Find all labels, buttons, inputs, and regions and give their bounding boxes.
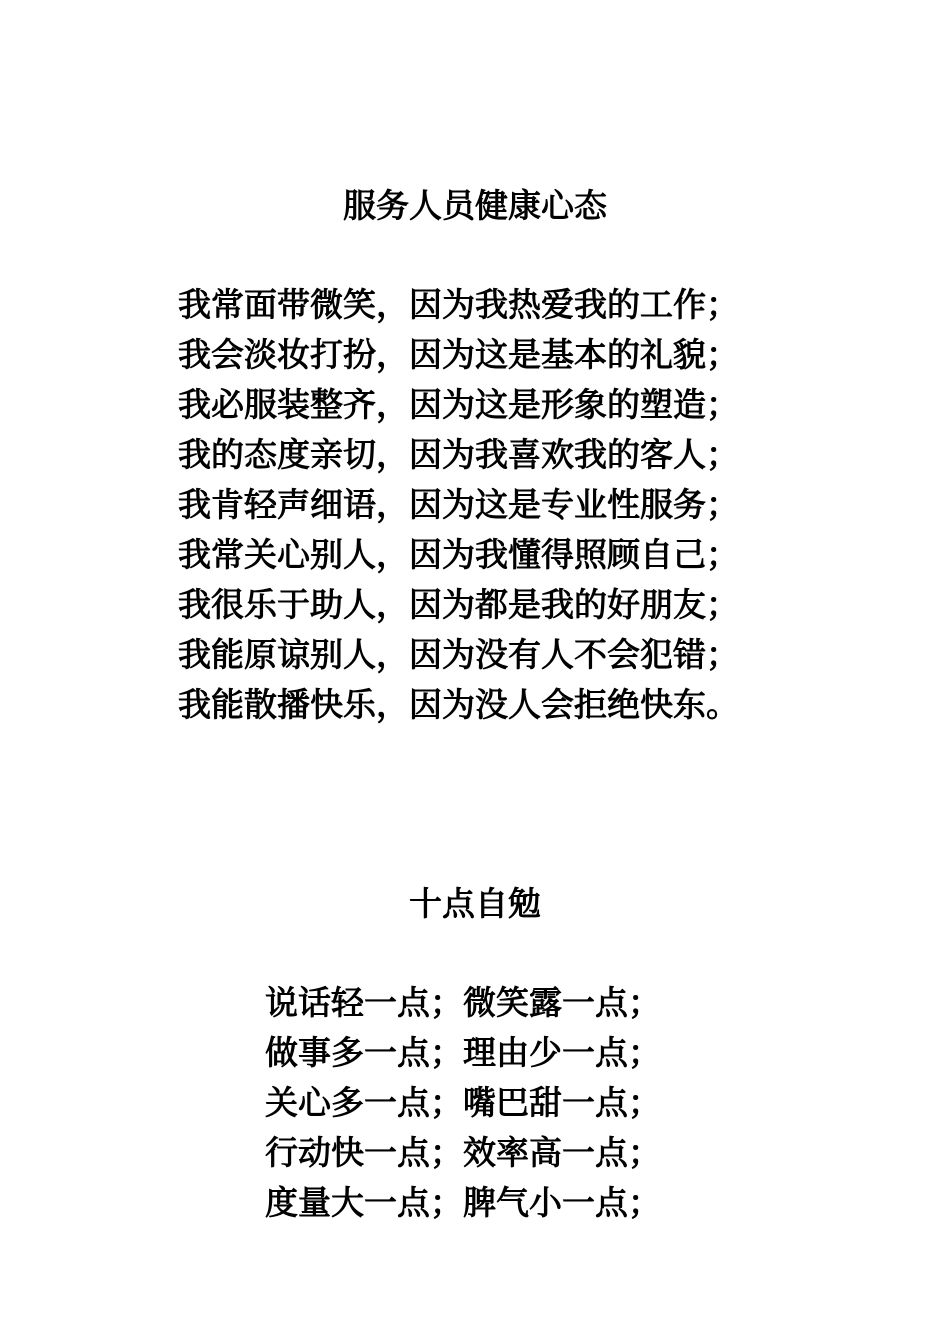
- service-mindset-lines: [178, 280, 739, 730]
- text-line: 做事多一点；理由少一点；: [265, 1033, 661, 1072]
- text-line: 我能原谅别人，因为没有人不会犯错；: [178, 635, 739, 674]
- text-line: 我常面带微笑，因为我热爱我的工作；: [178, 285, 739, 324]
- text-line: 关心多一点；嘴巴甜一点；: [265, 1083, 661, 1122]
- ten-points-lines: [265, 978, 661, 1228]
- text-line: 我肯轻声细语，因为这是专业性服务；: [178, 485, 739, 524]
- text-line: 我的态度亲切，因为我喜欢我的客人；: [178, 435, 739, 474]
- text-line: 我会淡妆打扮，因为这是基本的礼貌；: [178, 335, 739, 374]
- text-line: 我常关心别人，因为我懂得照顾自己；: [178, 535, 739, 574]
- text-line: 我很乐于助人，因为都是我的好朋友；: [178, 585, 739, 624]
- text-line: 度量大一点；脾气小一点；: [265, 1183, 661, 1222]
- section-title-service-mindset: 服务人员健康心态: [343, 186, 607, 225]
- text-line: 我能散播快乐，因为没人会拒绝快东。: [178, 685, 739, 724]
- text-line: 说话轻一点；微笑露一点；: [265, 983, 661, 1022]
- text-line: 我必服装整齐，因为这是形象的塑造；: [178, 385, 739, 424]
- section-title-ten-points: 十点自勉: [409, 884, 541, 923]
- text-line: 行动快一点；效率高一点；: [265, 1133, 661, 1172]
